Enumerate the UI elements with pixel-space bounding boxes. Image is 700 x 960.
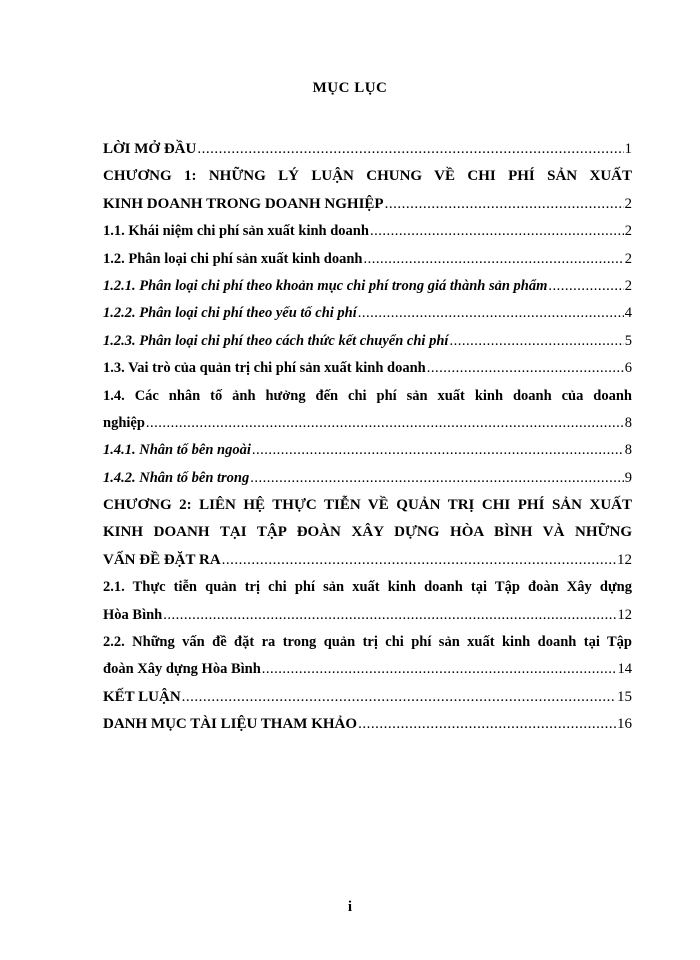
toc-page-number: 9 (624, 469, 632, 486)
toc-entry-loi-mo-dau[interactable] (103, 136, 632, 163)
toc-page-number: 2 (624, 223, 632, 240)
toc-page-number: 1 (624, 141, 632, 157)
toc-entry-chuong-2[interactable] (103, 492, 632, 574)
toc-entry-label-line1: CHƯƠNG 2: LIÊN HỆ THỰC TIỄN VỀ QUẢN TRỊ CHI PHÍ SẢN XUẤT (103, 497, 632, 514)
toc-entry-label-line2: nghiệp (103, 414, 145, 431)
toc-page-number: 8 (624, 414, 632, 431)
dot-leader (370, 218, 624, 245)
toc-entry-label: 1.2.3. Phân loại chi phí theo cách thức kết chuyển chi phí (103, 332, 449, 349)
dot-leader (449, 328, 623, 355)
toc-entry-2-2[interactable] (103, 629, 632, 684)
toc-entry-label-line1: 1.4. Các nhân tố ảnh hưởng đến chi phí sản xuất kinh doanh của doanh (103, 387, 632, 404)
dot-leader (163, 602, 616, 629)
dot-leader (182, 684, 616, 711)
toc-entry-1-3[interactable] (103, 355, 632, 382)
toc-entry-label: KẾT LUẬN (103, 688, 181, 705)
dot-leader (385, 191, 624, 218)
toc-page-number: 5 (624, 332, 632, 349)
toc-page-number: 2 (624, 277, 632, 294)
toc-entry-label: 1.2. Phân loại chi phí sản xuất kinh doanh (103, 250, 363, 267)
dot-leader (146, 410, 624, 437)
toc-page-number: 12 (617, 551, 632, 568)
dot-leader (197, 136, 623, 163)
toc-entry-label: 1.4.1. Nhân tố bên ngoài (103, 442, 251, 459)
toc-entry-label: DANH MỤC TÀI LIỆU THAM KHẢO (103, 716, 358, 733)
toc-entry-1-2[interactable] (103, 246, 632, 273)
toc-entry-1-4[interactable] (103, 383, 632, 438)
toc-entry-label: 1.2.2. Phân loại chi phí theo yếu tố chi phí (103, 305, 357, 322)
toc-entry-1-1[interactable] (103, 218, 632, 245)
toc-entry-2-1[interactable] (103, 574, 632, 629)
toc-page-number: 16 (617, 716, 632, 733)
toc-entry-label-line2: KINH DOANH TRONG DOANH NGHIỆP (103, 195, 384, 212)
toc-entry-label: 1.1. Khái niệm chi phí sản xuất kinh doanh (103, 223, 369, 240)
toc-entry-label: LỜI MỞ ĐẦU (103, 141, 197, 157)
toc-entry-label-line2: KINH DOANH TẠI TẬP ĐOÀN XÂY DỰNG HÒA BÌNH VÀ NHỮNG (103, 524, 632, 541)
dot-leader (358, 711, 616, 738)
table-of-contents (103, 136, 632, 739)
dot-leader (262, 656, 617, 683)
toc-page-number: 2 (624, 250, 632, 267)
toc-page-number: 14 (617, 661, 632, 678)
dot-leader (252, 437, 624, 464)
toc-entry-tai-lieu-tham-khao[interactable] (103, 711, 632, 738)
dot-leader (548, 273, 623, 300)
toc-entry-label-line2: Hòa Bình (103, 606, 163, 623)
dot-leader (427, 355, 624, 382)
toc-title: MỤC LỤC (312, 80, 388, 96)
dot-leader (364, 246, 624, 273)
toc-page-number: 15 (617, 688, 632, 705)
toc-entry-label-line3: VẤN ĐỀ ĐẶT RA (103, 551, 221, 568)
page-number: i (347, 899, 353, 915)
toc-entry-chuong-1[interactable] (103, 163, 632, 218)
toc-entry-ket-luan[interactable] (103, 684, 632, 711)
toc-entry-label-line1: 2.2. Những vấn đề đặt ra trong quản trị chi phí sản xuất kinh doanh tại Tập (103, 634, 632, 651)
toc-entry-1-2-1[interactable] (103, 273, 632, 300)
toc-page-number: 12 (617, 606, 632, 623)
toc-page-number: 2 (624, 195, 632, 212)
toc-page-number: 6 (624, 360, 632, 377)
dot-leader (358, 300, 624, 327)
toc-entry-1-2-3[interactable] (103, 328, 632, 355)
toc-page-number: 4 (624, 305, 632, 322)
toc-entry-1-2-2[interactable] (103, 300, 632, 327)
toc-entry-label-line1: 2.1. Thực tiễn quản trị chi phí sản xuất kinh doanh tại Tập đoàn Xây dựng (103, 579, 632, 596)
toc-entry-label: 1.3. Vai trò của quản trị chi phí sản xuất kinh doanh (103, 360, 426, 377)
toc-entry-1-4-1[interactable] (103, 437, 632, 464)
toc-entry-label-line1: CHƯƠNG 1: NHỮNG LÝ LUẬN CHUNG VỀ CHI PHÍ SẢN XUẤT (103, 168, 632, 185)
toc-entry-label: 1.4.2. Nhân tố bên trong (103, 469, 250, 486)
toc-entry-1-4-2[interactable] (103, 465, 632, 492)
toc-entry-label: 1.2.1. Phân loại chi phí theo khoản mục chi phí trong giá thành sản phẩm (103, 277, 548, 294)
dot-leader (250, 465, 624, 492)
dot-leader (222, 547, 616, 574)
toc-entry-label-line2: đoàn Xây dựng Hòa Bình (103, 661, 261, 678)
toc-page-number: 8 (624, 442, 632, 459)
